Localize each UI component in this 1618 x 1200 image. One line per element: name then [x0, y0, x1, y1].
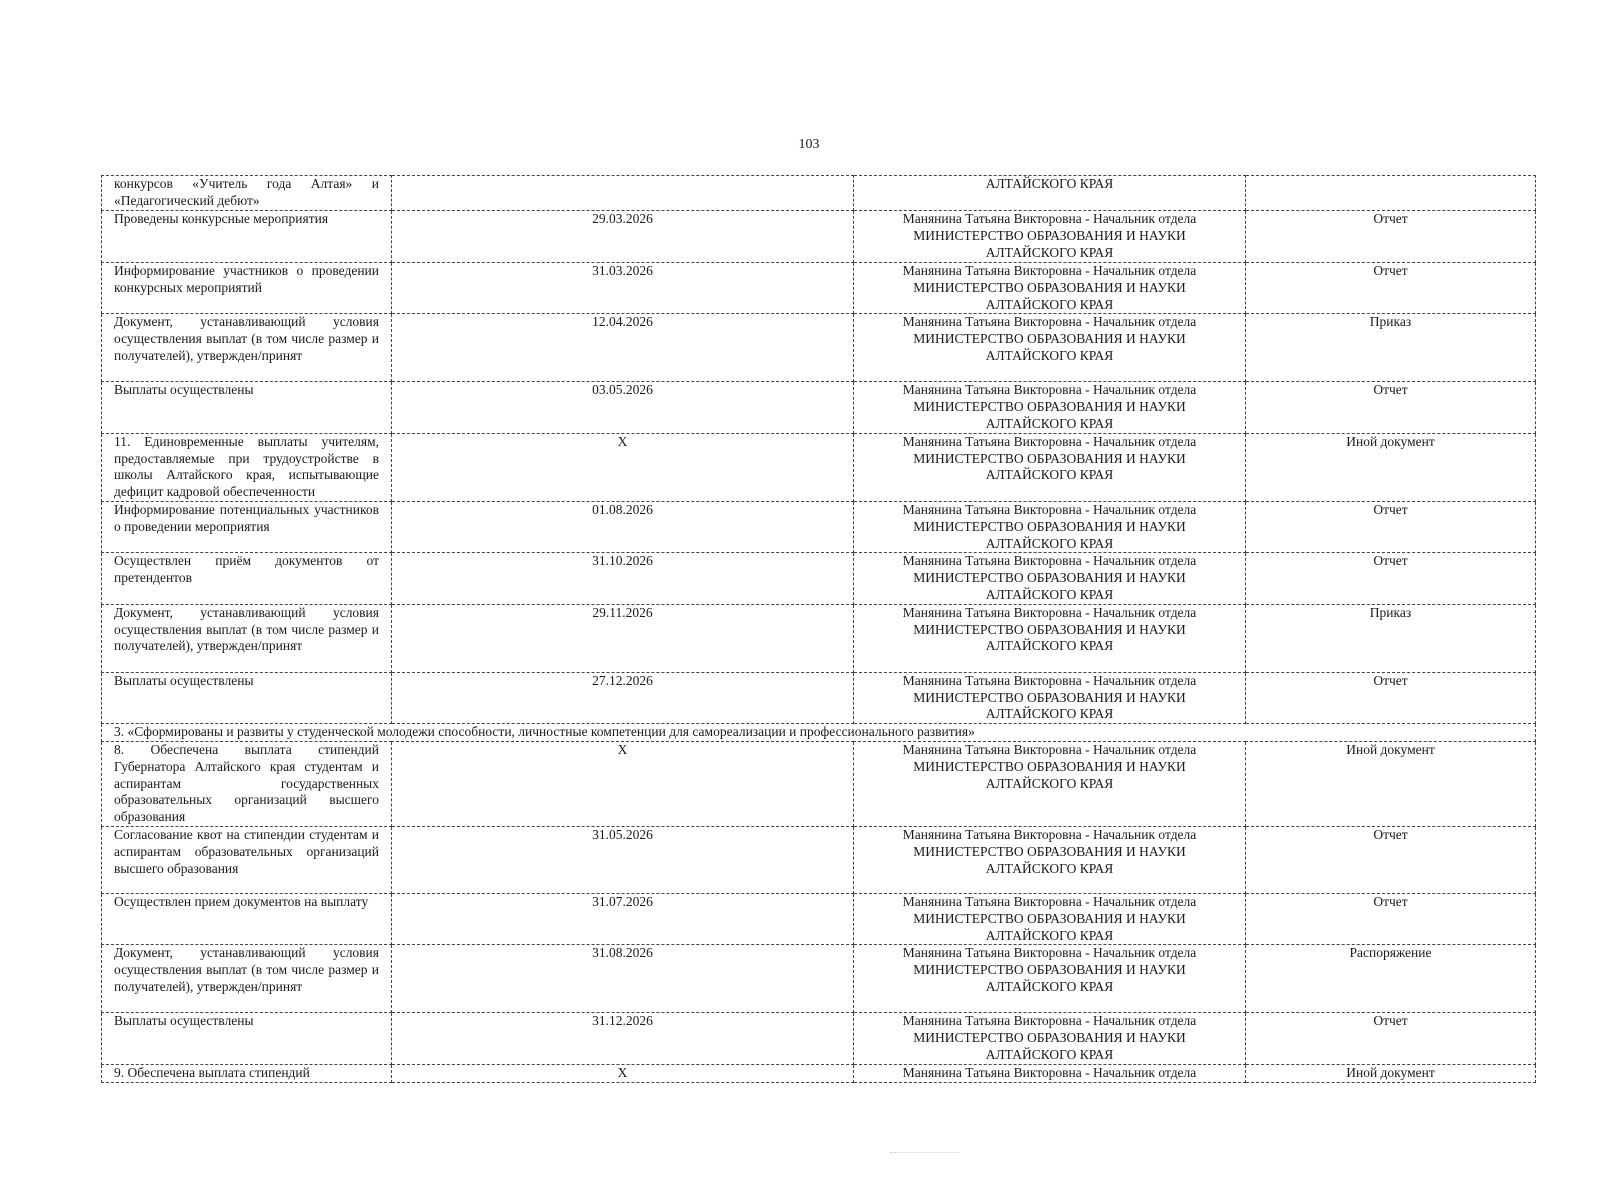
document-type-cell: Отчет — [1246, 382, 1536, 433]
table-row — [102, 314, 1536, 382]
responsible-line: АЛТАЙСКОГО КРАЯ — [985, 415, 1114, 431]
activity-name-cell: Документ, устанавливающий условия осуществления выплат (в том числе размер и получателей), утвержден/принят — [102, 945, 392, 1013]
activity-name-cell: 9. Обеспечена выплата стипендий — [102, 1064, 392, 1082]
responsible-line: Манянина Татьяна Викторовна - Начальник отдела — [902, 501, 1197, 517]
document-type-cell: Иной документ — [1246, 1064, 1536, 1082]
responsible-line: АЛТАЙСКОГО КРАЯ — [985, 535, 1114, 551]
deadline-cell: X — [392, 1064, 854, 1082]
table-row — [102, 553, 1536, 604]
table-row — [102, 893, 1536, 944]
activity-name-cell: 8. Обеспечена выплата стипендий Губернатора Алтайского края студентам и аспирантам государственных образовательных организаций высшего образования — [102, 741, 392, 826]
document-type-cell — [1246, 176, 1536, 211]
responsible-line: АЛТАЙСКОГО КРАЯ — [985, 706, 1114, 722]
deadline-cell: 29.11.2026 — [392, 604, 854, 672]
responsible-cell — [854, 893, 1246, 944]
table-row — [102, 211, 1536, 263]
responsible-line: МИНИСТЕРСТВО ОБРАЗОВАНИЯ И НАУКИ — [913, 570, 1186, 586]
document-type-cell: Иной документ — [1246, 433, 1536, 501]
document-type-cell: Отчет — [1246, 1013, 1536, 1064]
deadline-cell: 31.05.2026 — [392, 826, 854, 893]
table-row — [102, 945, 1536, 1013]
activity-name-cell: Осуществлен приём документов от претендентов — [102, 553, 392, 604]
responsible-cell — [854, 604, 1246, 672]
activity-name-cell: Информирование участников о проведении конкурсных мероприятий — [102, 263, 392, 314]
responsible-line: АЛТАЙСКОГО КРАЯ — [985, 927, 1114, 943]
table-row — [102, 1064, 1536, 1082]
responsible-cell — [854, 433, 1246, 501]
responsible-line: Манянина Татьяна Викторовна - Начальник отдела — [902, 826, 1197, 842]
responsible-line: Манянина Татьяна Викторовна - Начальник отдела — [902, 893, 1197, 909]
table-row — [102, 741, 1536, 826]
table-row — [102, 433, 1536, 501]
responsible-line: Манянина Татьяна Викторовна - Начальник отдела — [902, 1064, 1197, 1080]
responsible-cell — [854, 1064, 1246, 1082]
responsible-line: МИНИСТЕРСТВО ОБРАЗОВАНИЯ И НАУКИ — [913, 689, 1186, 705]
activity-name-cell: 11. Единовременные выплаты учителям, предоставляемые при трудоустройстве в школы Алтайского края, испытывающие дефицит кадровой обеспеченности — [102, 433, 392, 501]
plan-table-body — [102, 176, 1536, 1083]
responsible-line: МИНИСТЕРСТВО ОБРАЗОВАНИЯ И НАУКИ — [913, 399, 1186, 415]
responsible-cell — [854, 553, 1246, 604]
responsible-line: МИНИСТЕРСТВО ОБРАЗОВАНИЯ И НАУКИ — [913, 450, 1186, 466]
activity-name-cell: Согласование квот на стипендии студентам и аспирантам образовательных организаций высшего образования — [102, 826, 392, 893]
document-type-cell: Отчет — [1246, 672, 1536, 723]
activity-name-cell: Выплаты осуществлены — [102, 382, 392, 433]
table-row — [102, 176, 1536, 211]
responsible-line: Манянина Татьяна Викторовна - Начальник отдела — [902, 263, 1197, 278]
table-row — [102, 826, 1536, 893]
responsible-cell — [854, 176, 1246, 211]
deadline-cell: 31.07.2026 — [392, 893, 854, 944]
responsible-line: МИНИСТЕРСТВО ОБРАЗОВАНИЯ И НАУКИ — [913, 1030, 1186, 1046]
responsible-cell — [854, 263, 1246, 314]
deadline-cell: 01.08.2026 — [392, 501, 854, 552]
document-type-cell: Отчет — [1246, 826, 1536, 893]
responsible-line: Манянина Татьяна Викторовна - Начальник отдела — [902, 314, 1197, 330]
deadline-cell: 31.12.2026 — [392, 1013, 854, 1064]
responsible-cell — [854, 501, 1246, 552]
responsible-cell — [854, 382, 1246, 433]
deadline-cell — [392, 176, 854, 211]
page-number: 103 — [798, 137, 820, 152]
responsible-line: Манянина Татьяна Викторовна - Начальник отдела — [902, 945, 1197, 961]
activity-name-cell: Выплаты осуществлены — [102, 1013, 392, 1064]
responsible-line: МИНИСТЕРСТВО ОБРАЗОВАНИЯ И НАУКИ — [913, 758, 1186, 774]
table-row — [102, 501, 1536, 552]
responsible-line: АЛТАЙСКОГО КРАЯ — [985, 978, 1114, 994]
section-title: 3. «Сформированы и развиты у студенческой молодежи способности, личностные компетенции для самореализации и профессионального развития» — [102, 724, 1536, 742]
responsible-line: МИНИСТЕРСТВО ОБРАЗОВАНИЯ И НАУКИ — [913, 331, 1186, 347]
activity-name-cell: Документ, устанавливающий условия осуществления выплат (в том числе размер и получателей), утвержден/принят — [102, 314, 392, 382]
responsible-cell — [854, 945, 1246, 1013]
responsible-line: АЛТАЙСКОГО КРАЯ — [985, 296, 1114, 312]
responsible-line: Манянина Татьяна Викторовна - Начальник отдела — [902, 1013, 1197, 1029]
activity-name-cell: Информирование потенциальных участников о проведении мероприятия — [102, 501, 392, 552]
responsible-line: Манянина Татьяна Викторовна - Начальник отдела — [902, 604, 1197, 620]
responsible-cell — [854, 826, 1246, 893]
table-row — [102, 382, 1536, 433]
responsible-cell — [854, 314, 1246, 382]
responsible-cell — [854, 741, 1246, 826]
responsible-line: МИНИСТЕРСТВО ОБРАЗОВАНИЯ И НАУКИ — [913, 843, 1186, 859]
activity-name-cell: Осуществлен прием документов на выплату — [102, 893, 392, 944]
deadline-cell: 12.04.2026 — [392, 314, 854, 382]
activity-name-cell: конкурсов «Учитель года Алтая» и «Педагогический дебют» — [102, 176, 392, 211]
responsible-line: АЛТАЙСКОГО КРАЯ — [985, 638, 1114, 654]
responsible-line: МИНИСТЕРСТВО ОБРАЗОВАНИЯ И НАУКИ — [913, 621, 1186, 637]
document-type-cell: Отчет — [1246, 501, 1536, 552]
deadline-cell: X — [392, 433, 854, 501]
responsible-line: Манянина Татьяна Викторовна - Начальник отдела — [902, 433, 1197, 449]
section-row — [102, 724, 1536, 742]
responsible-line: АЛТАЙСКОГО КРАЯ — [985, 586, 1114, 602]
table-row — [102, 672, 1536, 723]
document-type-cell: Приказ — [1246, 604, 1536, 672]
document-type-cell: Отчет — [1246, 553, 1536, 604]
document-type-cell: Отчет — [1246, 211, 1536, 263]
responsible-line: АЛТАЙСКОГО КРАЯ — [985, 775, 1114, 791]
responsible-line: Манянина Татьяна Викторовна - Начальник отдела — [902, 382, 1197, 398]
table-row — [102, 263, 1536, 314]
document-type-cell: Отчет — [1246, 893, 1536, 944]
responsible-line: АЛТАЙСКОГО КРАЯ — [985, 860, 1114, 876]
responsible-line: Манянина Татьяна Викторовна - Начальник отдела — [902, 741, 1197, 757]
activity-name-cell: Проведены конкурсные мероприятия — [102, 211, 392, 263]
document-type-cell: Иной документ — [1246, 741, 1536, 826]
responsible-line: МИНИСТЕРСТВО ОБРАЗОВАНИЯ И НАУКИ — [913, 910, 1186, 926]
responsible-line: АЛТАЙСКОГО КРАЯ — [985, 467, 1114, 483]
responsible-line: МИНИСТЕРСТВО ОБРАЗОВАНИЯ И НАУКИ — [913, 518, 1186, 534]
responsible-line: Манянина Татьяна Викторовна - Начальник отдела — [902, 553, 1197, 569]
responsible-line: АЛТАЙСКОГО КРАЯ — [985, 244, 1114, 260]
responsible-line: Манянина Татьяна Викторовна - Начальник отдела — [902, 672, 1197, 688]
table-row — [102, 604, 1536, 672]
deadline-cell: 27.12.2026 — [392, 672, 854, 723]
responsible-cell — [854, 211, 1246, 263]
responsible-line: АЛТАЙСКОГО КРАЯ — [985, 176, 1114, 191]
activity-name-cell: Документ, устанавливающий условия осуществления выплат (в том числе размер и получателей), утвержден/принят — [102, 604, 392, 672]
deadline-cell: 03.05.2026 — [392, 382, 854, 433]
scan-artifact — [890, 1152, 960, 1155]
deadline-cell: 29.03.2026 — [392, 211, 854, 263]
responsible-line: Манянина Татьяна Викторовна - Начальник отдела — [902, 211, 1197, 226]
document-type-cell: Приказ — [1246, 314, 1536, 382]
deadline-cell: 31.10.2026 — [392, 553, 854, 604]
responsible-line: АЛТАЙСКОГО КРАЯ — [985, 1046, 1114, 1062]
document-type-cell: Отчет — [1246, 263, 1536, 314]
deadline-cell: 31.03.2026 — [392, 263, 854, 314]
responsible-cell — [854, 1013, 1246, 1064]
responsible-line: МИНИСТЕРСТВО ОБРАЗОВАНИЯ И НАУКИ — [913, 279, 1186, 295]
responsible-line: МИНИСТЕРСТВО ОБРАЗОВАНИЯ И НАУКИ — [913, 227, 1186, 243]
deadline-cell: 31.08.2026 — [392, 945, 854, 1013]
deadline-cell: X — [392, 741, 854, 826]
table-row — [102, 1013, 1536, 1064]
activity-name-cell: Выплаты осуществлены — [102, 672, 392, 723]
responsible-line: АЛТАЙСКОГО КРАЯ — [985, 347, 1114, 363]
responsible-line: МИНИСТЕРСТВО ОБРАЗОВАНИЯ И НАУКИ — [913, 962, 1186, 978]
plan-table — [101, 175, 1536, 1083]
document-type-cell: Распоряжение — [1246, 945, 1536, 1013]
responsible-cell — [854, 672, 1246, 723]
